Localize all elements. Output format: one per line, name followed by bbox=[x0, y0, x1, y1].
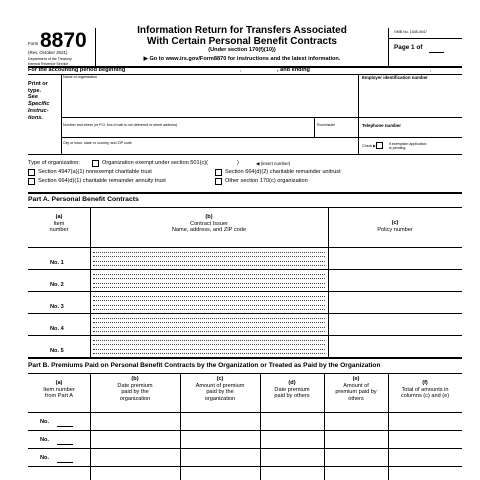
address-line[interactable] bbox=[93, 322, 325, 323]
address-line[interactable] bbox=[93, 265, 325, 266]
address-line[interactable] bbox=[93, 296, 325, 297]
address-line[interactable] bbox=[93, 344, 325, 345]
part-a-col-b-header: (b) Contract Issuer Name, address, and ZIP code bbox=[171, 214, 247, 234]
city-state-zip-label: City or town, state or country, and ZIP code bbox=[63, 141, 132, 145]
org-type-170c-label: Other section 170(c) organization bbox=[225, 178, 308, 184]
org-type-664d2-label: Section 664(d)(2) charitable remainder unitrust bbox=[225, 169, 341, 175]
org-type-170c-checkbox[interactable] bbox=[215, 178, 222, 185]
org-type-501c-label: Organization exempt under section 501(c)( bbox=[102, 160, 209, 166]
item-number-label: No. 2 bbox=[50, 282, 64, 288]
item-number-label: No. bbox=[40, 419, 50, 425]
part-b-col-d-header: (d) Date premium paid by others bbox=[274, 380, 310, 400]
row-divider bbox=[28, 466, 462, 467]
part-b-col-f-header: (f) Total of amounts in columns (c) and (e) bbox=[400, 380, 450, 400]
address-line[interactable] bbox=[93, 300, 325, 301]
item-number-label: No. bbox=[40, 437, 50, 443]
department-label: Department of the Treasury bbox=[28, 57, 72, 61]
org-type-501c-checkbox[interactable] bbox=[92, 160, 99, 167]
check-label: Check ▶ bbox=[362, 144, 376, 148]
address-line[interactable] bbox=[93, 309, 325, 310]
org-type-664d1-checkbox[interactable] bbox=[28, 178, 35, 185]
telephone-label: Telephone number bbox=[362, 123, 401, 128]
irs-label: Internal Revenue Service bbox=[28, 62, 69, 66]
instructions-link-text: ▶ Go to www.irs.gov/Form8870 for instructions and the latest information. bbox=[143, 56, 341, 62]
policy-number-field[interactable] bbox=[329, 313, 462, 335]
org-type-4947-label: Section 4947(a)(1) nonexempt charitable trust bbox=[38, 169, 152, 175]
form-label: Form bbox=[28, 41, 39, 46]
address-line[interactable] bbox=[93, 283, 325, 284]
item-number-label: No. 3 bbox=[50, 304, 64, 310]
form-title: Information Return for Transfers Associated With Certain Personal Benefit Contracts bbox=[137, 25, 347, 47]
address-line[interactable] bbox=[93, 327, 325, 328]
accounting-period-label: For the accounting period beginning bbox=[28, 67, 126, 73]
address-line[interactable] bbox=[93, 256, 325, 257]
part-b-col-c-header: (c) Amount of premium paid by the organization bbox=[195, 376, 245, 403]
part-a-col-a-header: (a) Item number bbox=[49, 214, 69, 234]
item-number-field[interactable] bbox=[57, 426, 73, 427]
address-line[interactable] bbox=[93, 331, 325, 332]
part-b-title: Part B. Premiums Paid on Personal Benefit Contracts by the Organization or Treated as Paid by the Organization bbox=[28, 362, 381, 369]
section-501c-number-field[interactable] bbox=[218, 160, 234, 167]
row-divider bbox=[28, 430, 462, 431]
page-label: Page 1 of bbox=[394, 44, 423, 51]
revision-date: (Rev. October 2021) bbox=[28, 50, 68, 55]
org-type-4947-checkbox[interactable] bbox=[28, 169, 35, 176]
item-number-label: No. 1 bbox=[50, 260, 64, 266]
ein-label: Employer identification number bbox=[362, 75, 428, 80]
policy-number-field[interactable] bbox=[329, 269, 462, 291]
form-subtitle: (Under section 170(f)(10)) bbox=[208, 47, 276, 53]
room-suite-label: Room/suite bbox=[317, 123, 336, 127]
policy-number-field[interactable] bbox=[329, 291, 462, 313]
org-type-664d2-checkbox[interactable] bbox=[215, 169, 222, 176]
omb-number: OMB No. 1545-0047 bbox=[394, 30, 427, 34]
exemption-pending-checkbox[interactable] bbox=[376, 142, 383, 149]
form-number: 8870 bbox=[40, 29, 87, 52]
street-address-label: Number and street (or P.O. box if mail is not delivered to street address) bbox=[63, 123, 178, 127]
item-number-label: No. bbox=[40, 455, 50, 461]
ein-field[interactable] bbox=[359, 80, 462, 117]
part-a-col-c-header: (c) Policy number bbox=[377, 220, 413, 233]
address-line[interactable] bbox=[93, 278, 325, 279]
address-line[interactable] bbox=[93, 274, 325, 275]
item-number-label: No. 5 bbox=[50, 348, 64, 354]
address-line[interactable] bbox=[93, 340, 325, 341]
row-divider bbox=[28, 448, 462, 449]
address-line[interactable] bbox=[93, 318, 325, 319]
org-type-501c-close: ) bbox=[237, 160, 239, 166]
period-comma: , bbox=[240, 67, 242, 73]
org-type-664d1-label: Section 664(d)(1) charitable remainder annuity trust bbox=[38, 178, 166, 184]
and-ending-label: , and ending bbox=[277, 67, 310, 73]
item-number-field[interactable] bbox=[57, 444, 73, 445]
insert-number-hint: ◀ (insert number) bbox=[256, 161, 291, 166]
organization-name-field[interactable] bbox=[62, 75, 358, 117]
org-type-label: Type of organization: bbox=[28, 160, 80, 166]
address-line[interactable] bbox=[93, 287, 325, 288]
print-or-type-note: Print or type. See Specific Instruc- tions. bbox=[28, 81, 50, 121]
item-number-field[interactable] bbox=[57, 462, 73, 463]
exemption-pending-label: if exemption application is pending bbox=[389, 142, 427, 151]
address-line[interactable] bbox=[93, 353, 325, 354]
address-line[interactable] bbox=[93, 349, 325, 350]
part-a-title: Part A. Personal Benefit Contracts bbox=[28, 196, 139, 203]
part-b-col-a-header: (a) Item number from Part A bbox=[43, 380, 75, 400]
period-comma-2: , bbox=[430, 67, 432, 73]
address-line[interactable] bbox=[93, 261, 325, 262]
part-b-col-e-header: (e) Amount of premium paid by others bbox=[335, 376, 377, 403]
policy-number-field[interactable] bbox=[329, 247, 462, 269]
item-number-label: No. 4 bbox=[50, 326, 64, 332]
address-line[interactable] bbox=[93, 305, 325, 306]
policy-number-field[interactable] bbox=[329, 335, 462, 357]
organization-name-label: Name of organization bbox=[63, 75, 98, 79]
city-state-zip-field[interactable] bbox=[62, 146, 358, 154]
part-b-col-b-header: (b) Date premium paid by the organization bbox=[117, 376, 153, 403]
address-line[interactable] bbox=[93, 252, 325, 253]
